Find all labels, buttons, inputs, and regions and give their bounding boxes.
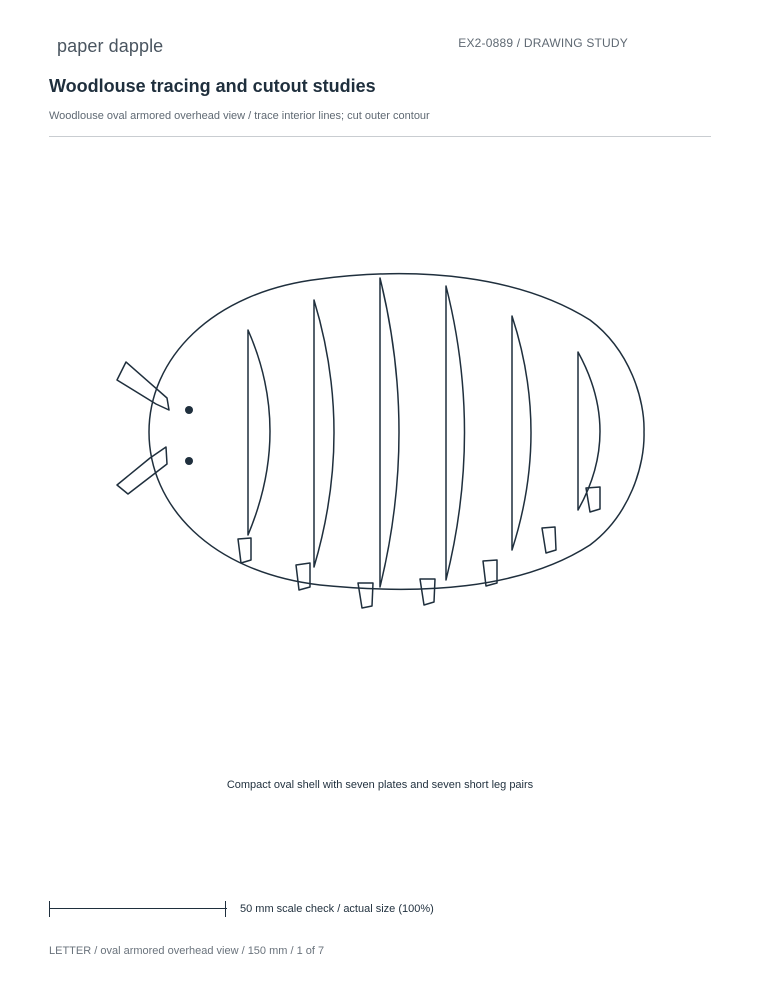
scale-bar	[49, 901, 227, 917]
plate-5	[512, 316, 531, 550]
leg-6	[542, 527, 556, 553]
plate-4	[446, 286, 465, 580]
plate-2	[314, 300, 334, 567]
leg-1	[238, 538, 251, 563]
scale-bar-tick-left	[49, 901, 50, 917]
leg-2	[296, 563, 310, 590]
eye-lower	[185, 457, 193, 465]
antenna-upper	[117, 362, 169, 410]
page-subtitle: Woodlouse oval armored overhead view / trace interior lines; cut outer contour	[49, 110, 430, 122]
drawing-caption: Compact oval shell with seven plates and seven short leg pairs	[226, 779, 534, 791]
document-code: EX2-0889 / DRAWING STUDY	[458, 36, 628, 50]
page-title: Woodlouse tracing and cutout studies	[49, 76, 376, 96]
eye-upper	[185, 406, 193, 414]
antenna-lower	[117, 447, 167, 494]
plate-1	[248, 330, 270, 535]
scale-bar-tick-right	[225, 901, 226, 917]
page-footer: LETTER / oval armored overhead view / 150 mm / 1 of 7	[49, 945, 325, 957]
leg-4	[420, 579, 435, 605]
scale-bar-line	[49, 908, 227, 909]
body-outline	[149, 274, 644, 590]
scale-label: 50 mm scale check / actual size (100%)	[240, 903, 434, 915]
plate-6	[578, 352, 600, 510]
leg-3	[358, 583, 373, 608]
plate-3	[380, 278, 399, 587]
brand-logo: paper dapple	[57, 36, 164, 56]
